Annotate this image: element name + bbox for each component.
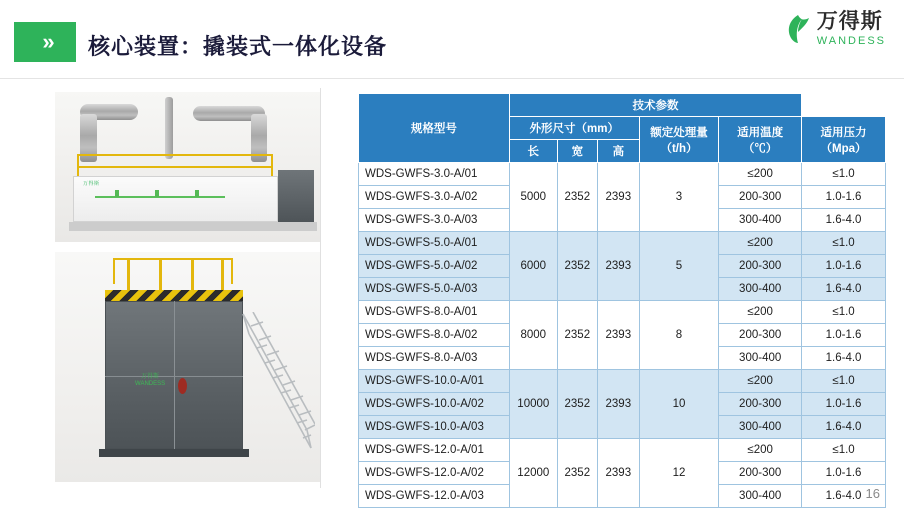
cell-pressure: 1.6-4.0	[802, 209, 886, 232]
th-pressure	[802, 117, 886, 163]
cell-pressure: 1.0-1.6	[802, 186, 886, 209]
cell-length: 5000	[509, 163, 557, 232]
indicator-light-icon	[178, 378, 187, 394]
cell-pressure: ≤1.0	[802, 370, 886, 393]
cell-pressure: 1.6-4.0	[802, 347, 886, 370]
th-height: 高	[597, 140, 639, 163]
cell-width: 2352	[557, 301, 597, 370]
cell-length: 8000	[509, 301, 557, 370]
equipment-photo-top	[55, 92, 320, 242]
cell-width: 2352	[557, 439, 597, 508]
th-capacity	[639, 117, 718, 163]
railing-post	[127, 258, 130, 290]
th-dimensions: 外形尺寸（mm）	[509, 117, 639, 140]
spec-table-container	[358, 93, 886, 508]
table-header-row-1	[359, 94, 886, 117]
cell-capacity: 5	[639, 232, 718, 301]
cell-model: WDS-GWFS-3.0-A/02	[359, 186, 510, 209]
double-chevron-icon: »	[42, 29, 52, 54]
equipment-images	[20, 92, 320, 482]
cell-model: WDS-GWFS-12.0-A/03	[359, 485, 510, 508]
cell-model: WDS-GWFS-12.0-A/01	[359, 439, 510, 462]
cell-height: 2393	[597, 232, 639, 301]
access-stairs	[241, 312, 315, 457]
cell-temperature: 300-400	[719, 278, 802, 301]
top-railing	[113, 258, 233, 284]
cell-temperature: ≤200	[719, 232, 802, 255]
spec-table	[358, 93, 886, 508]
logo-text-cn: 万得斯	[816, 10, 883, 33]
equipment-base	[99, 449, 249, 457]
header-divider	[0, 78, 904, 79]
cell-temperature: 300-400	[719, 209, 802, 232]
cell-model: WDS-GWFS-10.0-A/02	[359, 393, 510, 416]
housing-line	[105, 376, 243, 377]
wandess-leaf-logo-icon	[785, 14, 811, 44]
cell-temperature: 200-300	[719, 393, 802, 416]
housing-seam	[174, 301, 175, 449]
brand-logo	[785, 12, 886, 47]
cell-temperature: 200-300	[719, 324, 802, 347]
th-capacity-line2: （t/h）	[660, 142, 698, 155]
cell-width: 2352	[557, 163, 597, 232]
cell-temperature: 200-300	[719, 186, 802, 209]
page-number: 16	[865, 486, 880, 501]
cell-length: 12000	[509, 439, 557, 508]
cell-temperature: 300-400	[719, 416, 802, 439]
cell-capacity: 3	[639, 163, 718, 232]
cell-width: 2352	[557, 232, 597, 301]
cell-capacity: 10	[639, 370, 718, 439]
table-row	[359, 370, 886, 393]
spec-table-body	[359, 163, 886, 508]
cell-pressure: ≤1.0	[802, 232, 886, 255]
housing-logo-cn: 万得斯	[141, 374, 160, 380]
unit-decor-dot	[195, 190, 199, 197]
table-row	[359, 439, 886, 462]
cell-model: WDS-GWFS-5.0-A/01	[359, 232, 510, 255]
th-width: 宽	[557, 140, 597, 163]
table-row	[359, 232, 886, 255]
cell-pressure: 1.6-4.0	[802, 278, 886, 301]
th-length: 长	[509, 140, 557, 163]
cell-temperature: 200-300	[719, 255, 802, 278]
cell-temperature: ≤200	[719, 301, 802, 324]
platform-railing	[77, 154, 273, 176]
cell-pressure: 1.0-1.6	[802, 324, 886, 347]
cell-length: 10000	[509, 370, 557, 439]
table-row	[359, 163, 886, 186]
th-temperature-line1: 适用温度	[737, 126, 784, 139]
cell-temperature: ≤200	[719, 370, 802, 393]
cell-length: 6000	[509, 232, 557, 301]
th-pressure-line2: （Mpa）	[820, 142, 867, 155]
th-model: 规格型号	[359, 94, 510, 163]
cell-pressure: ≤1.0	[802, 163, 886, 186]
pipe-vertical-center	[165, 97, 173, 159]
logo-text-en: WANDESS	[816, 35, 886, 47]
cell-model: WDS-GWFS-10.0-A/01	[359, 370, 510, 393]
slide-header	[0, 0, 904, 78]
cell-height: 2393	[597, 301, 639, 370]
railing-post	[159, 258, 162, 290]
th-capacity-line1: 额定处理量	[650, 126, 708, 139]
cell-model: WDS-GWFS-5.0-A/03	[359, 278, 510, 301]
cell-capacity: 12	[639, 439, 718, 508]
cell-capacity: 8	[639, 301, 718, 370]
cell-pressure: 1.6-4.0	[802, 416, 886, 439]
title-badge	[14, 22, 76, 62]
cell-model: WDS-GWFS-10.0-A/03	[359, 416, 510, 439]
housing-logo-en: WANDESS	[135, 381, 166, 387]
cell-pressure: 1.0-1.6	[802, 255, 886, 278]
th-group-tech-params: 技术参数	[509, 94, 801, 117]
cell-model: WDS-GWFS-8.0-A/01	[359, 301, 510, 324]
cell-height: 2393	[597, 163, 639, 232]
table-row	[359, 301, 886, 324]
cell-model: WDS-GWFS-3.0-A/03	[359, 209, 510, 232]
cell-pressure: 1.0-1.6	[802, 462, 886, 485]
cell-height: 2393	[597, 439, 639, 508]
cell-width: 2352	[557, 370, 597, 439]
cell-temperature: ≤200	[719, 163, 802, 186]
th-pressure-line1: 适用压力	[820, 126, 867, 139]
railing-post	[221, 258, 224, 290]
cell-temperature: 300-400	[719, 485, 802, 508]
cell-model: WDS-GWFS-8.0-A/02	[359, 324, 510, 347]
skid-unit-base	[69, 222, 317, 231]
cell-model: WDS-GWFS-8.0-A/03	[359, 347, 510, 370]
cell-pressure: ≤1.0	[802, 439, 886, 462]
housing-logo	[135, 374, 165, 388]
unit-logo-text: 万得斯	[83, 181, 100, 187]
cell-model: WDS-GWFS-3.0-A/01	[359, 163, 510, 186]
cell-pressure: 1.0-1.6	[802, 393, 886, 416]
cell-pressure: ≤1.0	[802, 301, 886, 324]
cell-temperature: 200-300	[719, 462, 802, 485]
equipment-photo-bottom	[55, 252, 320, 482]
cell-pressure: 1.6-4.0	[802, 485, 886, 508]
cell-temperature: ≤200	[719, 439, 802, 462]
cell-height: 2393	[597, 370, 639, 439]
unit-decor-dot	[115, 190, 119, 197]
cell-model: WDS-GWFS-12.0-A/02	[359, 462, 510, 485]
th-temperature-line2: （℃）	[742, 142, 778, 155]
cell-temperature: 300-400	[719, 347, 802, 370]
skid-unit-cabinet	[278, 170, 314, 222]
column-divider	[320, 88, 321, 488]
skid-unit-body	[73, 176, 278, 222]
railing-post	[191, 258, 194, 290]
cell-model: WDS-GWFS-5.0-A/02	[359, 255, 510, 278]
unit-decor-dot	[155, 190, 159, 197]
hazard-stripe-band	[105, 290, 243, 301]
page-title: 核心装置：撬装式一体化设备	[88, 34, 388, 59]
th-temperature	[719, 117, 802, 163]
